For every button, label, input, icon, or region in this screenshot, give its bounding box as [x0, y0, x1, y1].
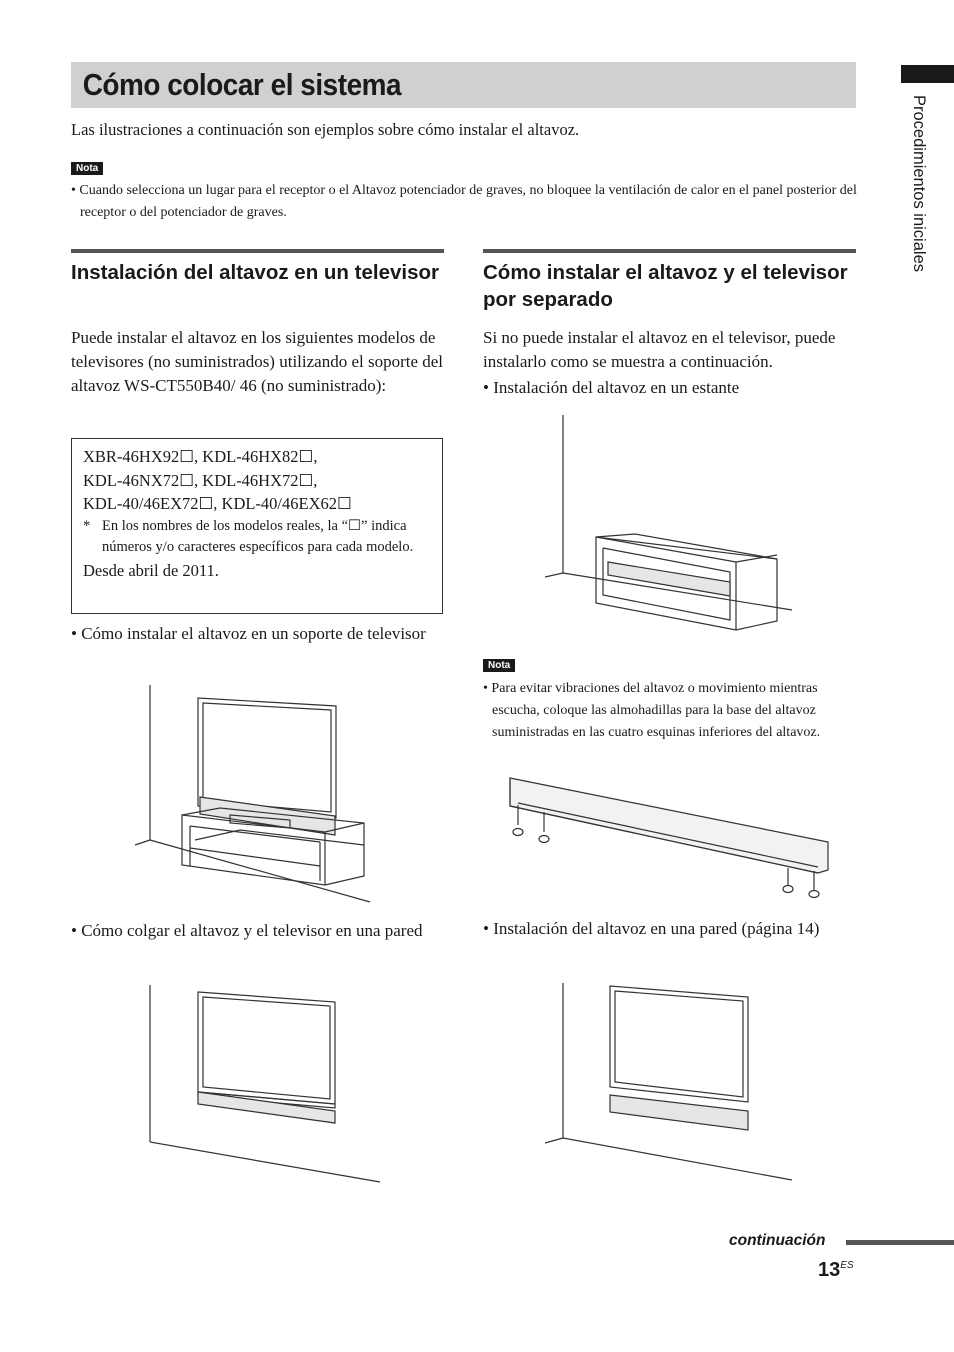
footnote-text: En los nombres de los modelos reales, la “☐” indica números y/o caracteres específicos para cada modelo.	[102, 517, 414, 555]
right-paragraph: Si no puede instalar el altavoz en el televisor, puede instalarlo como se muestra a continuación.	[483, 328, 836, 371]
bullet-wall-left: • Cómo colgar el altavoz y el televisor en una pared	[71, 921, 423, 940]
since-text: Desde abril de 2011.	[83, 560, 219, 580]
bullet-wall-right: • Instalación del altavoz en una pared (página 14)	[483, 919, 820, 938]
right-heading: Cómo instalar el altavoz y el televisor por separado	[483, 261, 848, 311]
left-paragraph: Puede instalar el altavoz en los siguientes modelos de televisores (no suministrados) utilizando el soporte del altavoz WS-CT550B40/ 46 (no suministrado):	[71, 328, 444, 395]
separate-wall-illustration	[540, 978, 800, 1188]
left-heading-wrap	[71, 259, 444, 286]
section-rule-left	[71, 249, 444, 253]
tv-stand-illustration	[130, 680, 380, 910]
side-tab-label: Procedimientos iniciales	[910, 95, 928, 272]
models-line: KDL-40/46EX72☐, KDL-40/46EX62☐	[83, 494, 352, 513]
page-number-value: 13	[818, 1259, 841, 1281]
left-heading: Instalación del altavoz en un televisor	[71, 261, 439, 284]
continuation-bar	[846, 1240, 954, 1245]
page-title: Cómo colocar el sistema	[82, 67, 402, 102]
nota-badge: Nota	[71, 162, 103, 175]
bullet-shelf: • Instalación del altavoz en un estante	[483, 378, 740, 397]
bullet-tv-stand: • Cómo instalar el altavoz en un soporte de televisor	[71, 624, 426, 643]
title-bar	[71, 62, 856, 108]
page-number	[818, 1259, 854, 1282]
section-rule-right	[483, 249, 856, 253]
shelf-illustration	[540, 410, 800, 635]
continuation-label: continuación	[729, 1232, 826, 1249]
intro-text: Las ilustraciones a continuación son ejemplos sobre cómo instalar el altavoz.	[71, 120, 580, 139]
model-footnote	[83, 516, 431, 559]
page-language-suffix: ES	[840, 1260, 854, 1271]
model-box	[71, 438, 443, 614]
tv-wall-illustration	[130, 980, 390, 1190]
nota-badge: Nota	[483, 659, 515, 672]
models-line: KDL-46NX72☐, KDL-46HX72☐,	[83, 470, 318, 490]
nota-text-1: • Cuando selecciona un lugar para el receptor o el Altavoz potenciador de graves, no bloquee la ventilación de calor en el panel posterior del receptor o del potenciador de graves.	[71, 183, 857, 220]
nota-text-2: • Para evitar vibraciones del altavoz o movimiento mientras escucha, coloque las almohadillas para la base del altavoz suministradas en las cuatro esquinas inferiores del altavoz.	[483, 681, 821, 740]
side-tab-marker	[901, 65, 954, 83]
right-heading-wrap	[483, 259, 856, 313]
models-line: XBR-46HX92☐, KDL-46HX82☐,	[83, 447, 318, 466]
footnote-star: *	[83, 517, 91, 534]
nota-block-1	[71, 158, 103, 176]
speaker-pads-illustration	[500, 770, 840, 905]
nota-block-2	[483, 655, 515, 673]
